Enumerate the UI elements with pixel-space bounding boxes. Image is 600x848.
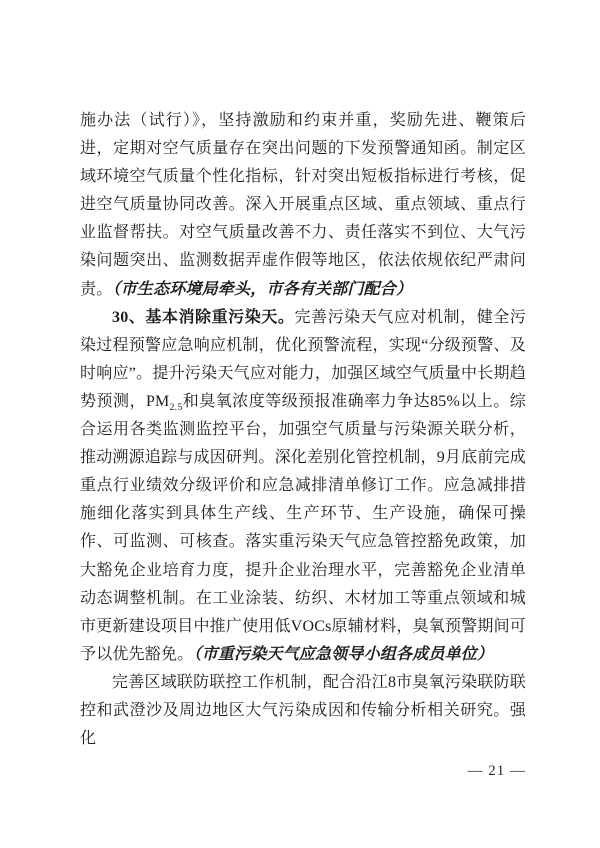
- page-number: — 21 —: [467, 763, 526, 779]
- text-run-kai: （市重污染天气应急领导小组各成员单位）: [193, 645, 494, 663]
- paragraph: [80, 669, 526, 753]
- paragraph: [80, 107, 526, 304]
- document-body: [80, 107, 526, 753]
- text-run-bold: 30、基本消除重污染天。: [112, 308, 295, 326]
- paragraph: [80, 304, 526, 669]
- text-run-sub: 2.5: [169, 402, 183, 414]
- text-run-normal: 完善污染天气应对机制，健全污染过程预警应急响应机制，优化预警流程，实现“分级预警、及时响应”。提升污染天气应对能力，加强区域空气质量中长期趋势预测，PM: [80, 308, 526, 410]
- text-run-normal: 完善区域联防联控工作机制，配合沿江8市臭氧污染联防联控和武澄沙及周边地区大气污染成因和传输分析相关研究。强化: [80, 673, 526, 748]
- text-run-normal: 和臭氧浓度等级预报准确率力争达85%以上。综合运用各类监测监控平台，加强空气质量与污染源关联分析，推动溯源追踪与成因研判。深化差别化管控机制，9月底前完成重点行业绩效分级评价和应急减排清单修订工作。应急减排措施细化落实到具体生产线、生产环节、生产设施，确保可操作、可监测、可核查。落实重污染天气应急管控豁免政策，加大豁免企业培育力度，提升企业治理水平，完善豁免企业清单动态调整机制。在工业涂装、纺织、木材加工等重点领域和城市更新建设项目中推广使用低VOCs原辅材料，臭氧预警期间可予以优先豁免。: [80, 392, 526, 663]
- text-run-normal: 施办法（试行）》，坚持激励和约束并重，奖励先进、鞭策后进，定期对空气质量存在突出问题的下发预警通知函。制定区域环境空气质量个性化指标，针对突出短板指标进行考核，促进空气质量协同改善。深入开展重点区域、重点领域、重点行业监督帮扶。对空气质量改善不力、责任落实不到位、大气污染问题突出、监测数据弄虚作假等地区，依法依规依纪严肃问责。: [80, 112, 526, 298]
- text-run-kai: （市生态环境局牵头，市各有关部门配合）: [112, 280, 413, 298]
